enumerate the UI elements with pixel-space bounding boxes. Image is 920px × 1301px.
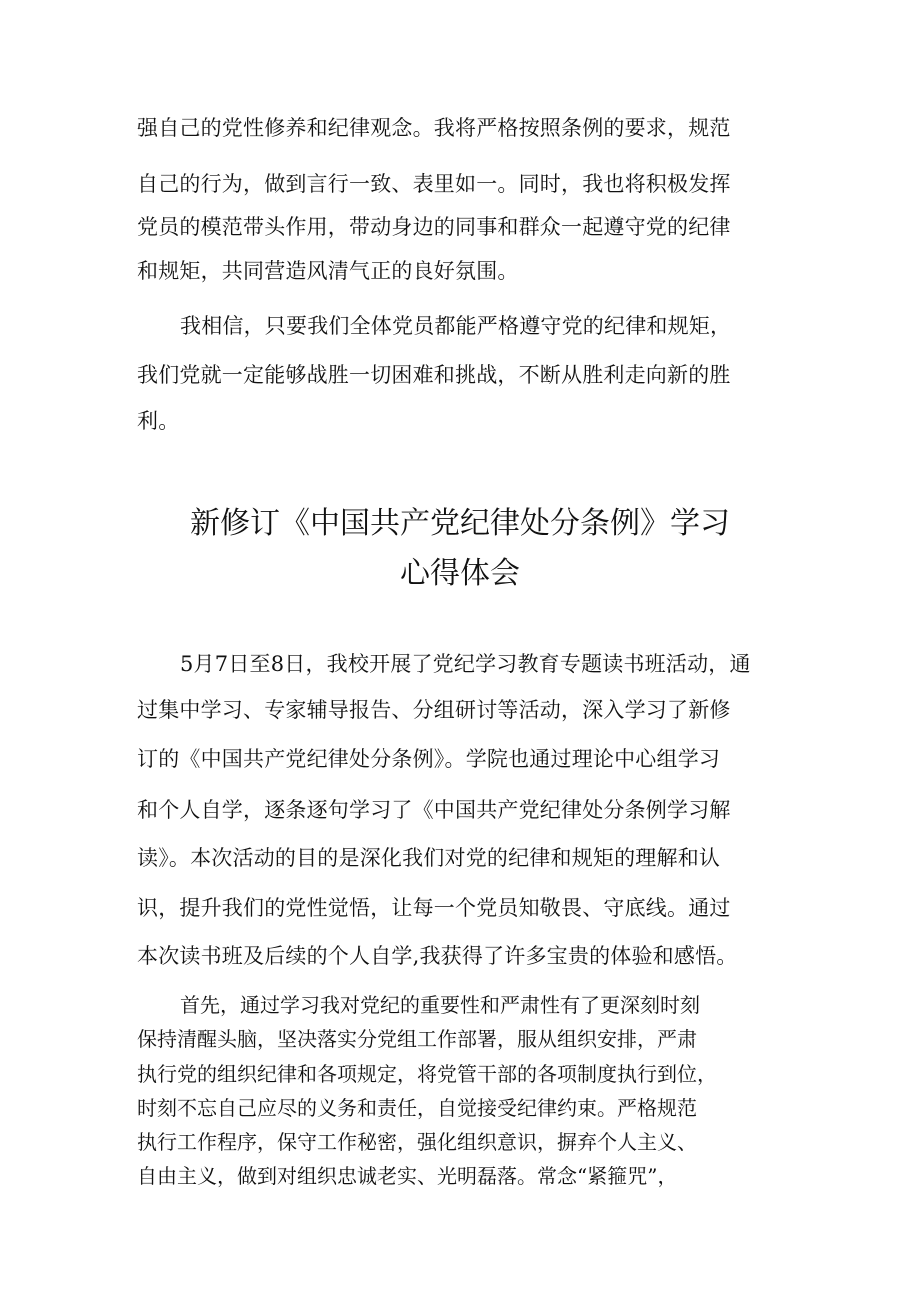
paragraph-4-line-6: 自由主义，做到对组织忠诚老实、光明磊落。常念“紧箍咒”， xyxy=(137,1164,678,1188)
paragraph-2-line-1: 我相信，只要我们全体党员都能严格遵守党的纪律和规矩， xyxy=(180,314,732,338)
paragraph-1-line-4: 和规矩，共同营造风清气正的良好氛围。 xyxy=(137,259,519,283)
paragraph-4-line-5: 执行工作程序，保守工作秘密，强化组织意识，摒弃个人主义、 xyxy=(137,1130,697,1154)
paragraph-4-line-1: 首先，通过学习我对党纪的重要性和严肃性有了更深刻时刻 xyxy=(180,993,700,1017)
paragraph-3-line-4: 和个人自学，逐条逐句学习了《中国共产党纪律处分条例学习解 xyxy=(137,798,731,822)
paragraph-3-line-3: 订的《中国共产党纪律处分条例》。学院也通过理论中心组学习 xyxy=(137,747,721,771)
paragraph-3-line-7: 本次读书班及后续的个人自学,我获得了许多宝贵的体验和感悟。 xyxy=(137,944,738,968)
paragraph-2-line-2: 我们党就一定能够战胜一切困难和挑战，不断从胜利走向新的胜 xyxy=(137,363,731,387)
paragraph-1-line-1: 强自己的党性修养和纪律观念。我将严格按照条例的要求，规范 xyxy=(137,116,731,140)
paragraph-3-line-1: 5月7日至8日，我校开展了党纪学习教育专题读书班活动，通 xyxy=(180,652,751,676)
paragraph-4-line-3: 执行党的组织纪律和各项规定，将党管干部的各项制度执行到位， xyxy=(137,1062,717,1086)
paragraph-4-line-4: 时刻不忘自己应尽的义务和责任，自觉接受纪律约束。严格规范 xyxy=(137,1096,697,1120)
paragraph-3-line-5: 读》。本次活动的目的是深化我们对党的纪律和规矩的理解和认 xyxy=(137,846,721,870)
document-title-line-2: 心得体会 xyxy=(400,556,520,591)
paragraph-2-line-3: 利。 xyxy=(137,409,180,433)
paragraph-4-line-2: 保持清醒头脑，坚决落实分党组工作部署，服从组织安排，严肃 xyxy=(137,1027,697,1051)
paragraph-3-line-2: 过集中学习、专家辅导报告、分组研讨等活动，深入学习了新修 xyxy=(137,698,731,722)
paragraph-1-line-2: 自己的行为，做到言行一致、表里如一。同时，我也将积极发挥 xyxy=(137,172,731,196)
paragraph-3-line-6: 识，提升我们的党性觉悟，让每一个党员知敬畏、守底线。通过 xyxy=(137,896,731,920)
document-title-line-1: 新修订《中国共产党纪律处分条例》学习 xyxy=(190,506,730,541)
paragraph-1-line-3: 党员的模范带头作用，带动身边的同事和群众一起遵守党的纪律 xyxy=(137,215,731,239)
